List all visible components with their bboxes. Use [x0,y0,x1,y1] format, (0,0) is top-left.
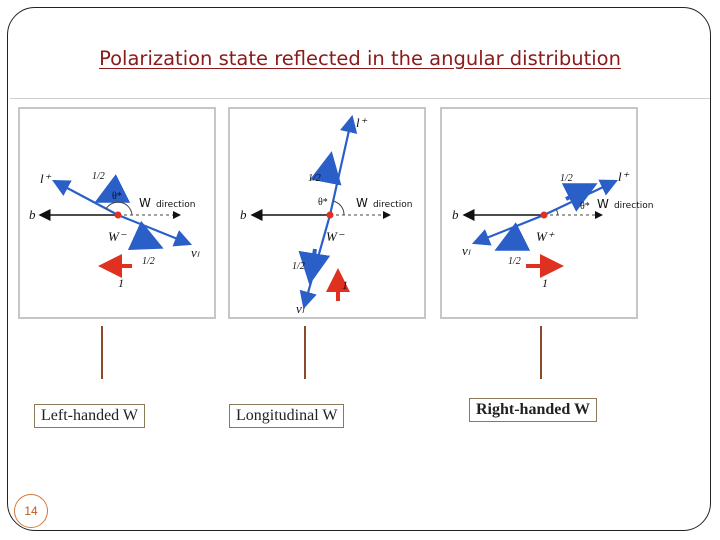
spin-label-bottom: 1/2 [292,261,305,272]
spin-one-label: 1 [118,276,124,290]
neutrino-label: νₗ [296,301,304,316]
w-direction-label-3: W direction [597,197,654,211]
slide-title: Polarization state reflected in the angular distribution [99,47,621,70]
boson-label: W⁻ [326,229,344,244]
w-direction-label-2: W direction [356,196,413,210]
theta-arc [333,201,344,215]
spin-label-top: 1/2 [308,173,321,184]
neutrino-spin-arrow [310,249,315,281]
caption-left-handed: Left-handed W [34,404,145,428]
pointer-line-middle [304,326,306,379]
lepton-label: l⁺ [356,115,367,130]
lepton-spin-arrow [326,155,331,181]
b-label: b [240,207,247,222]
page-number-badge: 14 [14,494,48,528]
spin-label-bottom: 1/2 [142,256,155,267]
decay-vertex [327,212,334,219]
spin-label-top: 1/2 [92,171,105,182]
spin-label-bottom: 1/2 [508,256,521,267]
pointer-line-left [101,326,103,379]
lepton-label: l⁺ [618,169,629,184]
title-divider [10,98,710,99]
caption-right-handed: Right-handed W [469,398,597,422]
diagram-panel-right-handed [440,107,638,319]
b-label: b [452,207,459,222]
diagram-panel-longitudinal [228,107,426,319]
decay-vertex [541,212,548,219]
theta-label: θ* [318,197,328,208]
caption-longitudinal: Longitudinal W [229,404,344,428]
neutrino-spin-arrow [138,237,160,247]
spin-one-label: 1 [542,276,548,290]
neutrino-arrow [118,215,190,244]
decay-vertex [115,212,122,219]
neutrino-label: νₗ [462,243,470,258]
spin-label-top: 1/2 [560,173,573,184]
lepton-arrow [330,117,352,215]
boson-label: W⁻ [108,229,126,244]
theta-label: θ* [580,201,590,212]
neutrino-arrow [474,215,544,243]
b-label: b [29,207,36,222]
boson-label: W⁺ [536,229,554,244]
theta-label: θ* [112,191,122,202]
neutrino-label: νₗ [191,245,199,260]
w-direction-label-1: W direction [139,196,196,210]
neutrino-spin-arrow [498,237,522,249]
theta-arc [556,209,558,215]
lepton-label: l⁺ [40,171,51,186]
pointer-line-right [540,326,542,379]
spin-one-label: 1 [342,278,348,292]
diagram-panel-left-handed [18,107,216,319]
